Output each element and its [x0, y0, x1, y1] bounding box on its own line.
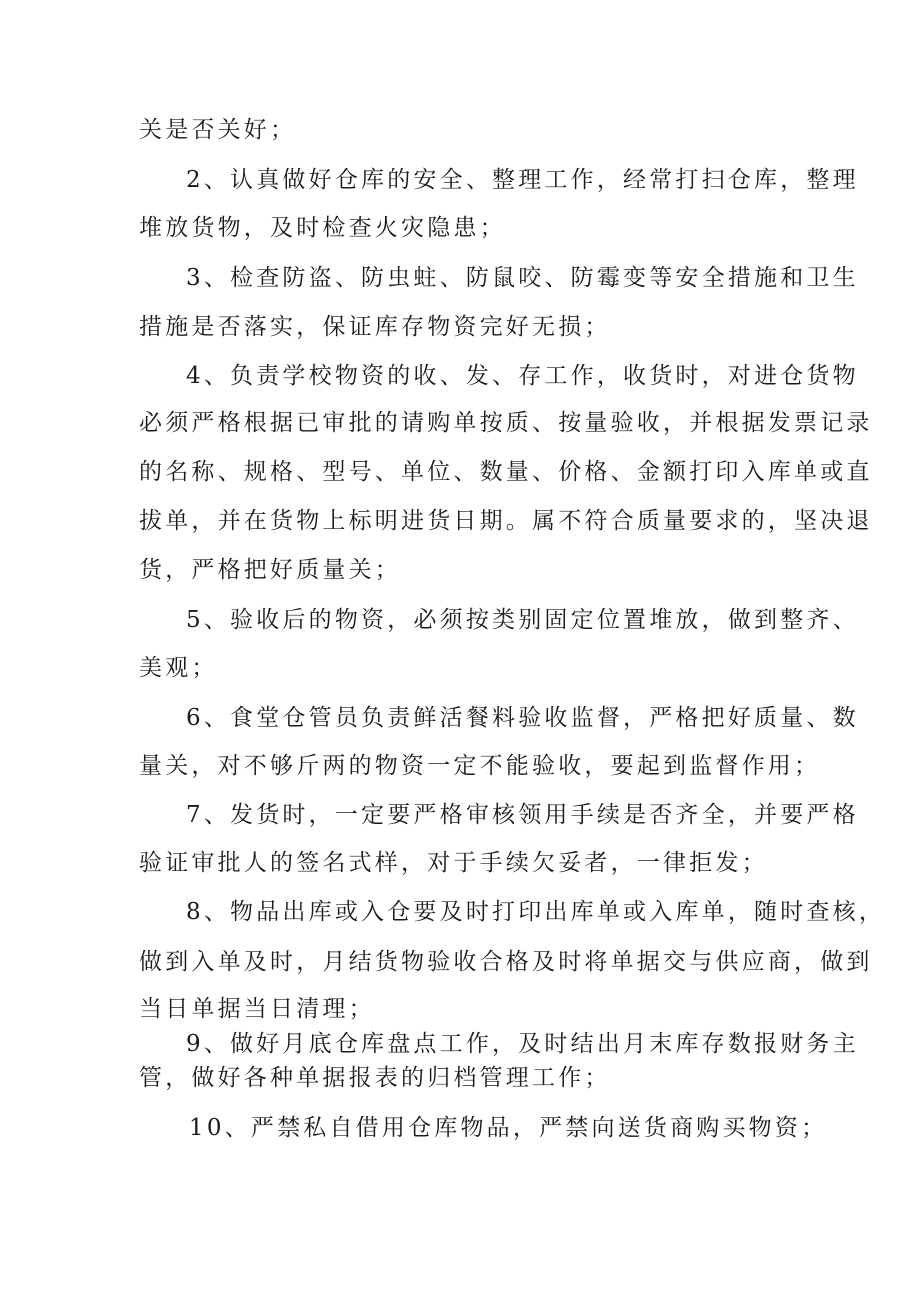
paragraph-10-line-1: 10、严禁私自借用仓库物品，严禁向送货商购买物资；: [189, 1115, 828, 1141]
paragraph-7-line-2: 验证审批人的签名式样，对于手续欠妥者，一律拒发；: [139, 850, 768, 876]
paragraph-4-line-1: 4、负责学校物资的收、发、存工作，收货时，对进仓货物: [186, 363, 859, 389]
text-line: 关是否关好；: [139, 117, 297, 143]
paragraph-8-line-1: 8、物品出库或入仓要及时打印出库单或入库单，随时查核，: [186, 899, 886, 925]
paragraph-6-line-2: 量关，对不够斤两的物资一定不能验收，要起到监督作用；: [139, 753, 821, 779]
paragraph-9-line-2: 管，做好各种单据报表的归档管理工作；: [139, 1065, 611, 1091]
paragraph-6-line-1: 6、食堂仓管员负责鲜活餐料验收监督，严格把好质量、数: [186, 705, 859, 731]
paragraph-8-line-3: 当日单据当日清理；: [139, 996, 375, 1022]
paragraph-2-line-2: 堆放货物，及时检查火灾隐患；: [139, 215, 506, 241]
paragraph-5-line-1: 5、验收后的物资，必须按类别固定位置堆放，做到整齐、: [186, 607, 859, 633]
paragraph-4-line-3: 的名称、规格、型号、单位、数量、价格、金额打印入库单或直: [139, 459, 873, 485]
paragraph-4-line-4: 拔单，并在货物上标明进货日期。属不符合质量要求的，坚决退: [139, 508, 873, 534]
paragraph-2-line-1: 2、认真做好仓库的安全、整理工作，经常打扫仓库，整理: [186, 167, 859, 193]
paragraph-4-line-5: 货，严格把好质量关；: [139, 557, 401, 583]
paragraph-3-line-2: 措施是否落实，保证库存物资完好无损；: [139, 314, 611, 340]
paragraph-5-line-2: 美观；: [139, 655, 218, 681]
paragraph-9-line-1: 9、做好月底仓库盘点工作，及时结出月末库存数报财务主: [186, 1031, 859, 1057]
paragraph-3-line-1: 3、检查防盗、防虫蛀、防鼠咬、防霉变等安全措施和卫生: [186, 265, 859, 291]
paragraph-7-line-1: 7、发货时，一定要严格审核领用手续是否齐全，并要严格: [186, 802, 859, 828]
paragraph-8-line-2: 做到入单及时，月结货物验收合格及时将单据交与供应商，做到: [139, 949, 873, 975]
paragraph-4-line-2: 必须严格根据已审批的请购单按质、按量验收，并根据发票记录: [139, 410, 873, 436]
